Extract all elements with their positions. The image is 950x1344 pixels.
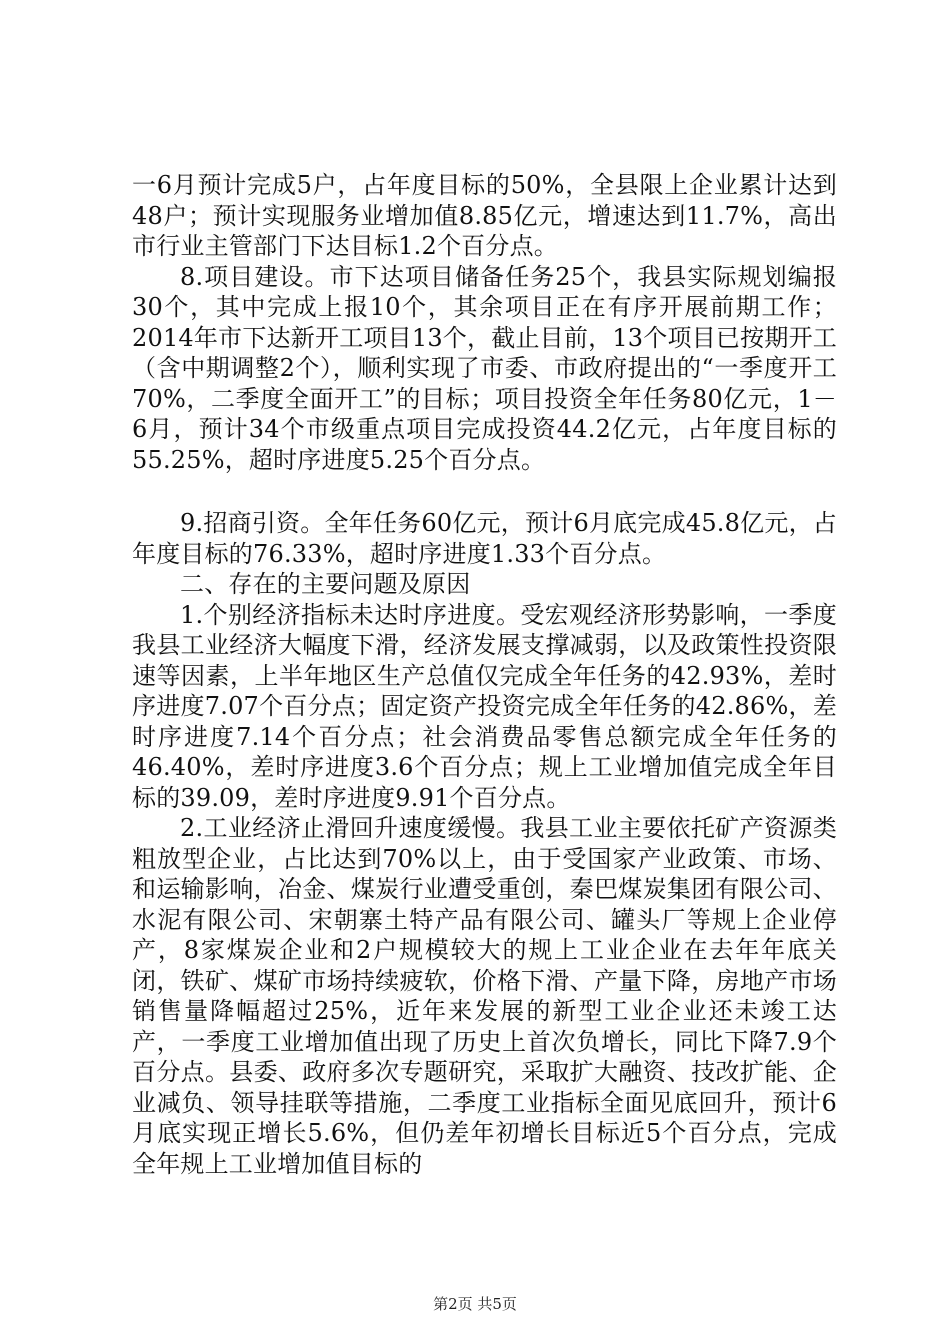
paragraph-indicators-lag: 1.个别经济指标未达时序进度。受宏观经济形势影响，一季度我县工业经济大幅度下滑，经济发展支撑减弱，以及政策性投资限速等因素，上半年地区生产总值仅完成全年任务的42.93%，差时序进度7.07个百分点；固定资产投资完成全年任务的42.86%，差时序进度7.14个百分点；社会消费品零售总额完成全年任务的46.40%，差时序进度3.6个百分点；规上工业增加值完成全年目标的39.09，差时序进度9.91个百分点。	[132, 600, 837, 812]
paragraph-industrial-recovery: 2.工业经济止滑回升速度缓慢。我县工业主要依托矿产资源类粗放型企业，占比达到70%以上，由于受国家产业政策、市场、和运输影响，冶金、煤炭行业遭受重创，秦巴煤炭集团有限公司、水泥有限公司、宋朝寨土特产品有限公司、罐头厂等规上企业停产，8家煤炭企业和2户规模较大的规上工业企业在去年年底关闭，铁矿、煤矿市场持续疲软，价格下滑、产量下降，房地产市场销售量降幅超过25%，近年来发展的新型工业企业还未竣工达产，一季度工业增加值出现了历史上首次负增长，同比下降7.9个百分点。县委、政府多次专题研究，采取扩大融资、技改扩能、企业减负、领导挂联等措施，二季度工业指标全面见底回升，预计6月底实现正增长5.6%，但仍差年初增长目标近5个百分点，完成全年规上工业增加值目标的	[132, 814, 837, 1178]
paragraph-continuation: 一6月预计完成5户，占年度目标的50%，全县限上企业累计达到48户；预计实现服务业增加值8.85亿元，增速达到11.7%，高出市行业主管部门下达目标1.2个百分点。	[132, 171, 837, 260]
paragraph-project-construction: 8.项目建设。市下达项目储备任务25个，我县实际规划编报30个，其中完成上报10个，其余项目正在有序开展前期工作；2014年市下达新开工项目13个，截止目前，13个项目已按期开工（含中期调整2个），顺利实现了市委、市政府提出的“一季度开工70%，二季度全面开工”的目标；项目投资全年任务80亿元，1－6月，预计34个市级重点项目完成投资44.2亿元，占年度目标的55.25%，超时序进度5.25个百分点。	[132, 262, 837, 474]
body-text-block-top	[132, 170, 837, 475]
paragraph-investment-attraction: 9.招商引资。全年任务60亿元，预计6月底完成45.8亿元，占年度目标的76.33%，超时序进度1.33个百分点。	[132, 509, 837, 568]
section-heading-problems: 二、存在的主要问题及原因	[180, 570, 471, 598]
page-number-footer: 第2页 共5页	[433, 1295, 517, 1313]
body-text-block-bottom	[132, 508, 837, 1179]
